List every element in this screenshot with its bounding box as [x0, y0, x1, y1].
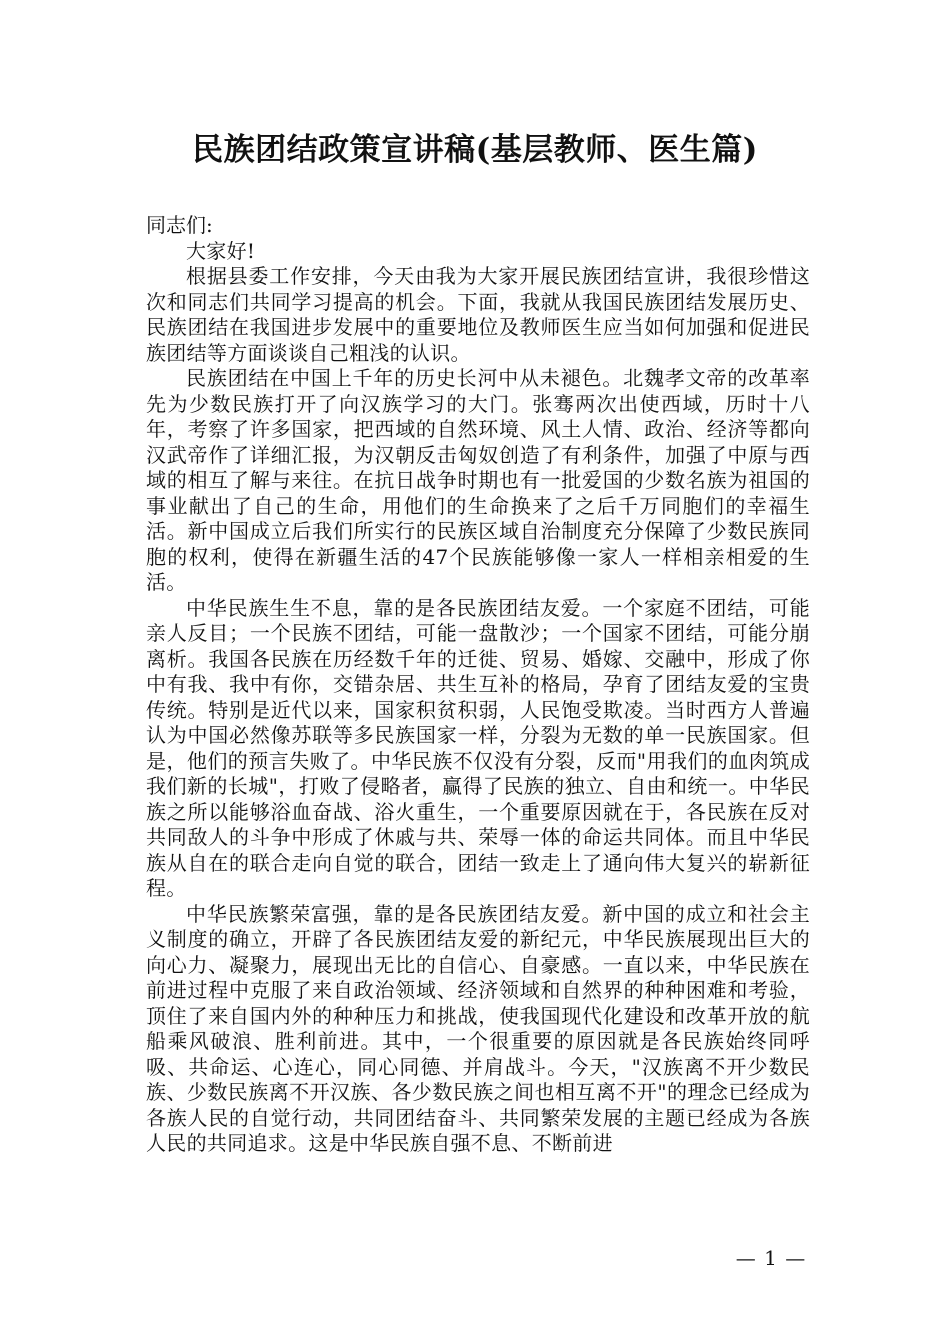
- salutation: 同志们:: [146, 213, 213, 237]
- paragraph-prosperity: 中华民族繁荣富强，靠的是各民族团结友爱。新中国的成立和社会主义制度的确立，开辟了各民族团结友爱的新纪元，中华民族展现出巨大的向心力、凝聚力，展现出无比的自信心、自豪感。一直以来，中华民族在前进过程中克服了来自政治领域、经济领域和自然界的种种困难和考验，顶住了来自国内外的种种压力和挑战，使我国现代化建设和改革开放的航船乘风破浪、胜利前进。其中，一个很重要的原因就是各民族始终同呼吸、共命运、心连心，同心同德、并肩战斗。今天，"汉族离不开少数民族、少数民族离不开汉族、各少数民族之间也相互离不开"的理念已经成为各族人民的自觉行动，共同团结奋斗、共同繁荣发展的主题已经成为各族人民的共同追求。这是中华民族自强不息、不断前进: [146, 901, 810, 1155]
- document-title: 民族团结政策宣讲稿(基层教师、医生篇): [192, 132, 758, 168]
- paragraph-history: 民族团结在中国上千年的历史长河中从未褪色。北魏孝文帝的改革率先为少数民族打开了向汉族学习的大门。张骞两次出使西域，历时十八年，考察了许多国家，把西域的自然环境、风土人情、政治、经济等都向汉武帝作了详细汇报，为汉朝反击匈奴创造了有利条件，加强了中原与西域的相互了解与来往。在抗日战争时期也有一批爱国的少数名族为祖国的事业献出了自己的生命，用他们的生命换来了之后千万同胞们的幸福生活。新中国成立后我们所实行的民族区域自治制度充分保障了少数民族同胞的权利，使得在新疆生活的47个民族能够像一家人一样相亲相爱的生活。: [146, 366, 810, 594]
- greeting: 大家好!: [186, 238, 256, 263]
- paragraph-intro: 根据县委工作安排，今天由我为大家开展民族团结宣讲，我很珍惜这次和同志们共同学习提高的机会。下面，我就从我国民族团结发展历史、民族团结在我国进步发展中的重要地位及教师医生应当如何加强和促进民族团结等方面谈谈自己粗浅的认识。: [146, 264, 810, 365]
- page-number: — 1 —: [735, 1246, 807, 1270]
- document-body: [146, 213, 810, 1157]
- paragraph-unity: 中华民族生生不息，靠的是各民族团结友爱。一个家庭不团结，可能亲人反目；一个民族不团结，可能一盘散沙；一个国家不团结，可能分崩离析。我国各民族在历经数千年的迁徙、贸易、婚嫁、交融中，形成了你中有我、我中有你，交错杂居、共生互补的格局，孕育了团结友爱的宝贵传统。特别是近代以来，国家积贫积弱，人民饱受欺凌。当时西方人普遍认为中国必然像苏联等多民族国家一样，分裂为无数的单一民族国家。但是，他们的预言失败了。中华民族不仅没有分裂，反而"用我们的血肉筑成我们新的长城"，打败了侵略者，赢得了民族的独立、自由和统一。中华民族之所以能够浴血奋战、浴火重生，一个重要原因就在于，各民族在反对共同敌人的斗争中形成了休戚与共、荣辱一体的命运共同体。而且中华民族从自在的联合走向自觉的联合，团结一致走上了通向伟大复兴的崭新征程。: [146, 595, 810, 900]
